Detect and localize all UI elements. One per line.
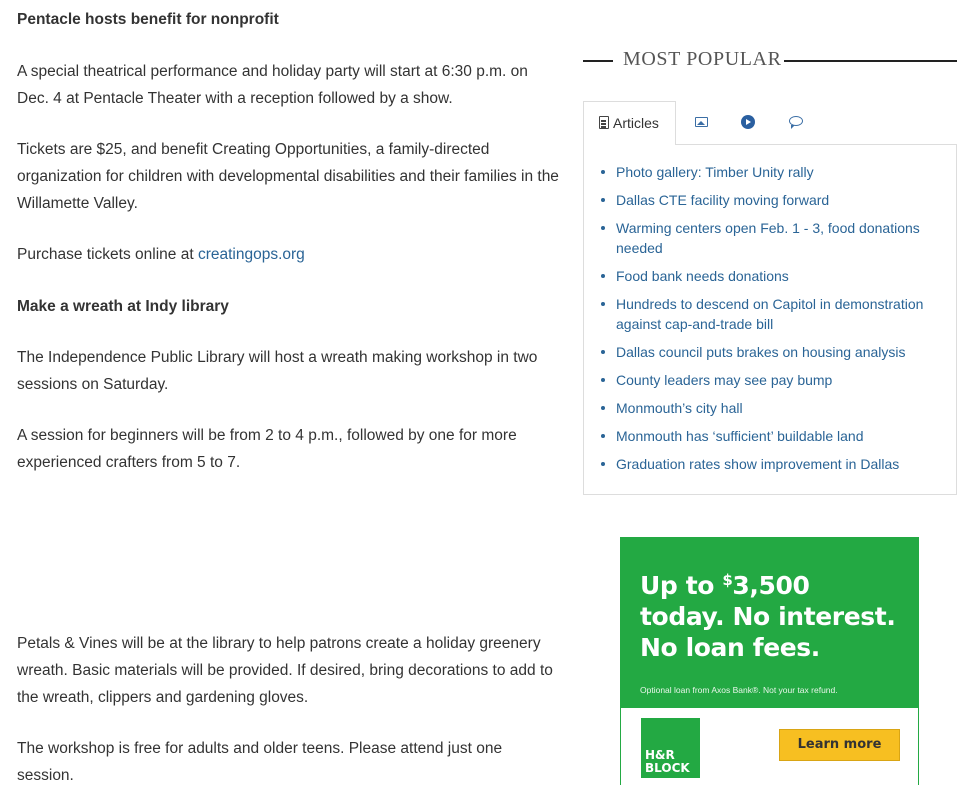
hr-block-logo <box>641 718 700 778</box>
list-item <box>599 218 944 258</box>
list-item <box>599 294 944 334</box>
heading-text: Make a wreath at Indy library <box>17 298 229 315</box>
tab-articles[interactable] <box>583 101 676 145</box>
article-link[interactable]: Food bank needs donations <box>616 268 789 284</box>
most-popular-header <box>583 44 957 78</box>
ad-footer <box>621 708 918 785</box>
article-link[interactable]: Monmouth’s city hall <box>616 400 743 416</box>
paragraph: The Independence Public Library will host a wreath making workshop in two sessions on Saturday. <box>17 349 538 393</box>
logo-text: H&R BLOCK <box>645 748 690 775</box>
section-heading-wreath <box>17 293 562 320</box>
ad-headline-rest: today. No interest. No loan fees. <box>640 602 896 662</box>
divider <box>784 60 957 62</box>
article-link[interactable]: Warming centers open Feb. 1 - 3, food donations needed <box>616 220 920 256</box>
list-item <box>599 342 944 362</box>
most-popular-panel <box>583 144 957 495</box>
article-link[interactable]: Monmouth has ‘sufficient’ buildable land <box>616 428 864 444</box>
ad-dollar-sign: $ <box>722 571 733 589</box>
tab-label: Articles <box>613 115 659 131</box>
image-icon <box>695 117 708 127</box>
list-item <box>599 162 944 182</box>
article-link[interactable]: Graduation rates show improvement in Dallas <box>616 456 900 472</box>
paragraph: A special theatrical performance and holiday party will start at 6:30 p.m. on Dec. 4 at Pentacle Theater with a reception followed by a show. <box>17 63 528 107</box>
most-popular-widget <box>583 101 957 495</box>
tab-photos[interactable] <box>687 101 717 145</box>
ad-disclaimer: Optional loan from Axos Bank®. Not your tax refund. <box>640 685 838 695</box>
play-icon <box>741 115 755 129</box>
most-popular-list <box>599 162 944 482</box>
list-item <box>599 190 944 210</box>
hr-block-ad[interactable] <box>620 537 919 785</box>
paragraph: Tickets are $25, and benefit Creating Opportunities, a family-directed organization for children with developmental disabilities and their families in the Willamette Valley. <box>17 141 559 212</box>
article-link[interactable]: Photo gallery: Timber Unity rally <box>616 164 814 180</box>
paragraph: The workshop is free for adults and older teens. Please attend just one session. <box>17 740 503 784</box>
paragraph-purchase <box>17 241 562 268</box>
tab-videos[interactable] <box>733 101 763 145</box>
section-heading-pentacle <box>17 6 562 33</box>
comment-icon <box>789 116 803 126</box>
list-item <box>599 398 944 418</box>
ad-amount: 3,500 <box>732 571 810 600</box>
article-link[interactable]: County leaders may see pay bump <box>616 372 833 388</box>
tab-comments[interactable] <box>781 101 811 145</box>
heading-text: Pentacle hosts benefit for nonprofit <box>17 11 279 28</box>
learn-more-button[interactable]: Learn more <box>779 729 900 761</box>
article-link[interactable]: Hundreds to descend on Capitol in demonstration against cap-and-trade bill <box>616 296 924 332</box>
paragraph: Petals & Vines will be at the library to help patrons create a holiday greenery wreath. Basic materials will be provided. If desired, bring decorations to add to the wreath, clippers and gardening gloves. <box>17 635 553 706</box>
list-item <box>599 266 944 286</box>
article-link[interactable]: Dallas CTE facility moving forward <box>616 192 830 208</box>
list-item <box>599 370 944 390</box>
divider <box>583 60 613 62</box>
paragraph-text: Purchase tickets online at <box>17 246 198 263</box>
paragraph: A session for beginners will be from 2 to 4 p.m., followed by one for more experienced crafters from 5 to 7. <box>17 427 517 471</box>
list-item <box>599 454 944 474</box>
creatingops-link[interactable]: creatingops.org <box>197 246 305 263</box>
most-popular-title: MOST POPULAR <box>623 48 782 70</box>
ad-headline <box>640 565 910 663</box>
document-icon <box>599 116 609 129</box>
most-popular-tabs <box>583 101 957 145</box>
list-item <box>599 426 944 446</box>
article-link[interactable]: Dallas council puts brakes on housing analysis <box>616 344 906 360</box>
ad-headline-pre: Up to <box>640 571 723 600</box>
